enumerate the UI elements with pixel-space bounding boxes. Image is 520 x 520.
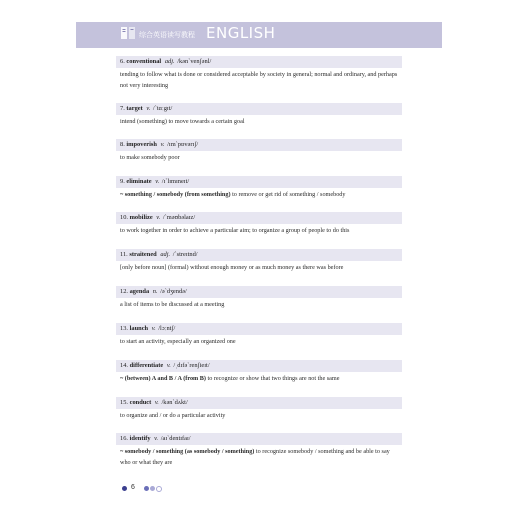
entry-pos: v. xyxy=(156,214,161,221)
entry-pronunciation: /kən`dʌkt/ xyxy=(161,399,188,406)
entry-definition-text: a list of items to be discussed at a meeting xyxy=(120,301,225,308)
entry-pronunciation: /aɪ`dentɪfaɪ/ xyxy=(160,435,191,442)
entry-pronunciation: /ɪm`pɒvərɪʃ/ xyxy=(167,141,199,148)
header-title-en: ENGLISH xyxy=(206,24,276,42)
entry-headword-row xyxy=(116,323,402,335)
entry-word: straitened xyxy=(129,251,157,258)
entry-word: agenda xyxy=(129,288,150,295)
entry-definition xyxy=(116,261,402,274)
entry-word: mobilize xyxy=(129,214,153,221)
entry-number: 16. xyxy=(120,435,128,442)
vocab-entry-16 xyxy=(116,433,402,468)
entry-headword-row xyxy=(116,433,402,445)
entry-definition xyxy=(116,68,402,91)
entry-definition xyxy=(116,335,402,348)
entry-number: 12. xyxy=(120,288,128,295)
entry-headword-row xyxy=(116,103,402,115)
entry-headword-row xyxy=(116,139,402,151)
entry-definition xyxy=(116,298,402,311)
entry-number: 13. xyxy=(120,325,128,332)
entry-definition xyxy=(116,409,402,422)
entry-headword-row xyxy=(116,212,402,224)
entry-definition xyxy=(116,188,402,201)
entry-headword-row xyxy=(116,286,402,298)
entry-definition-text: to organize and / or do a particular activity xyxy=(120,412,226,419)
vocab-entry-14 xyxy=(116,360,402,385)
entry-definition-text: to recognize somebody / something and be able to say who or what they are xyxy=(120,448,390,466)
vocab-entry-10 xyxy=(116,212,402,237)
entry-pos: adj. xyxy=(160,251,171,258)
entry-pos: v. xyxy=(154,399,159,406)
entry-pronunciation: /`tɑːgɪt/ xyxy=(152,105,173,112)
entry-pronunciation: /ɪ`lɪmɪneɪt/ xyxy=(161,178,190,185)
entry-pronunciation: /`məʊbəlaɪz/ xyxy=(162,214,196,221)
vocab-entry-8 xyxy=(116,139,402,164)
vocab-entry-6 xyxy=(116,56,402,91)
entry-usage-pattern: ~ somebody / something (as somebody / something) xyxy=(120,448,255,455)
vocab-entry-13 xyxy=(116,323,402,348)
entry-word: conduct xyxy=(129,399,152,406)
entry-word: impoverish xyxy=(126,141,157,148)
entry-pronunciation: /ə`dʒendə/ xyxy=(160,288,187,295)
entry-pos: v. xyxy=(154,435,159,442)
entry-number: 6. xyxy=(120,58,125,65)
vocab-entry-11 xyxy=(116,249,402,274)
vocab-entry-9 xyxy=(116,176,402,201)
entry-usage-pattern: ~ something / somebody (from something) xyxy=(120,191,231,198)
progress-dot-icon xyxy=(156,486,162,492)
entry-number: 9. xyxy=(120,178,125,185)
entry-number: 10. xyxy=(120,214,128,221)
entry-definition-text: tending to follow what is done or considered acceptable by society in general; normal and ordinary, and perhaps not very interesting xyxy=(120,71,398,89)
entry-pos: v. xyxy=(155,178,160,185)
entry-pos: n. xyxy=(152,288,158,295)
page-header xyxy=(76,22,442,48)
entry-definition-text: to work together in order to achieve a particular aim; to organize a group of people to do this xyxy=(120,227,350,234)
entry-headword-row xyxy=(116,360,402,372)
entry-number: 8. xyxy=(120,141,125,148)
entry-pos: adj. xyxy=(164,58,175,65)
entry-definition-text: to recognize or show that two things are not the same xyxy=(205,375,340,382)
entry-headword-row xyxy=(116,397,402,409)
entry-definition xyxy=(116,445,402,468)
entry-pronunciation: /lɔːntʃ/ xyxy=(158,325,176,332)
entry-word: differentiate xyxy=(129,362,164,369)
progress-dot-icon xyxy=(150,486,155,491)
entry-pronunciation: /kən`venʃənl/ xyxy=(177,58,212,65)
entry-definition-text: intend (something) to move towards a certain goal xyxy=(120,118,245,125)
progress-dot-icon xyxy=(144,486,149,491)
entry-headword-row xyxy=(116,176,402,188)
vocab-entry-7 xyxy=(116,103,402,128)
entry-definition-text: [only before noun] (formal) without enough money or as much money as there was before xyxy=(120,264,344,271)
entry-number: 7. xyxy=(120,105,125,112)
entry-definition-text: to start an activity, especially an organized one xyxy=(120,338,236,345)
entry-definition xyxy=(116,151,402,164)
entry-definition-text: to remove or get rid of something / somebody xyxy=(230,191,346,198)
bullet-dot-icon xyxy=(122,486,127,491)
entry-word: eliminate xyxy=(126,178,152,185)
vocab-entry-15 xyxy=(116,397,402,422)
entry-word: target xyxy=(126,105,143,112)
entry-pronunciation: /ˌdɪfə`renʃieɪt/ xyxy=(173,362,210,369)
entry-number: 14. xyxy=(120,362,128,369)
entry-number: 11. xyxy=(120,251,128,258)
entry-definition xyxy=(116,372,402,385)
entry-usage-pattern: ~ (between) A and B / A (from B) xyxy=(120,375,206,382)
entry-definition-text: to make somebody poor xyxy=(120,154,180,161)
entry-pos: v. xyxy=(151,325,156,332)
entry-word: conventional xyxy=(126,58,162,65)
entry-definition xyxy=(116,115,402,128)
entry-headword-row xyxy=(116,56,402,68)
entry-pronunciation: /`streɪtnd/ xyxy=(172,251,198,258)
page-number: 6 xyxy=(131,484,135,491)
entry-headword-row xyxy=(116,249,402,261)
entry-pos: v. xyxy=(160,141,165,148)
entry-word: launch xyxy=(129,325,149,332)
entry-pos: v. xyxy=(166,362,171,369)
header-title-cn: 综合英语读写教程 xyxy=(139,31,195,39)
entry-pos: v. xyxy=(146,105,151,112)
vocab-entry-12 xyxy=(116,286,402,311)
book-logo-icon xyxy=(120,25,136,41)
entry-number: 15. xyxy=(120,399,128,406)
entry-definition xyxy=(116,224,402,237)
entry-word: identify xyxy=(129,435,151,442)
